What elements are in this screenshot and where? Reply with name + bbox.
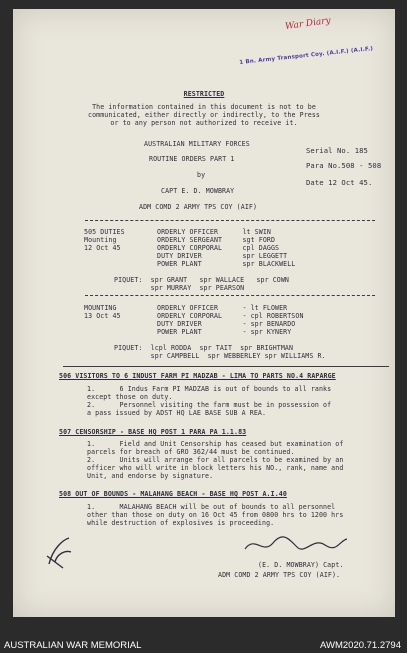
footer-accession-number: AWM2020.71.2794 [320, 640, 401, 651]
para-range: Para No.508 - 508 [306, 161, 382, 170]
footer-institution: AUSTRALIAN WAR MEMORIAL [4, 640, 142, 651]
author-name: CAPT E. D. MOWBRAY [161, 187, 235, 195]
warning-line-2: communicated, either directly or indirectly, to the Press [88, 111, 320, 119]
mounting-13-duties: ORDERLY OFFICER - lt FLOWER ORDERLY CORPORAL - cpl ROBERTSON DUTY DRIVER - spr BENARDO POWER PLANT - spr KYNERY [157, 304, 304, 336]
section-507-body: 1. Field and Unit Censorship has ceased but examination of parcels for breach of GRO 362/44 must be continued. 2. Units will arrange for all parcels to be examined by an officer who will write in block letters his NO., rank, name and Unit, and endorse by signature. [87, 440, 344, 480]
section-508-body: 1. MALAHANG BEACH will be out of bounds to all personnel other than those on duty on 16 Oct 45 from 0800 hrs to 1200 hrs while destruction of explosives is proceeding. [87, 503, 344, 527]
section-505-piquet: PIQUET: spr GRANT spr WALLACE spr COWN spr MURRAY spr PEARSON [114, 276, 289, 292]
section-506-body: 1. 6 Indus Farm PI MADZAB is out of bounds to all ranks except those on duty. 2. Personnel visiting the farm must be in possession of a pass issued by ADST HQ LAE BASE SUB A REA. [87, 385, 332, 417]
signature [241, 531, 351, 559]
divider [85, 295, 375, 296]
classification: RESTRICTED [183, 90, 225, 98]
signatory-unit: ADM COMD 2 ARMY TPS COY (AIF). [218, 571, 341, 579]
section-506-heading: 506 VISITORS TO 6 INDUST FARM PI MADZAB - LIMA TO PARTS NO.4 RAPARGE [59, 372, 336, 380]
handwritten-note: War Diary [284, 15, 332, 33]
section-505-duties: ORDERLY OFFICER lt SWIN ORDERLY SERGEANT sgt FORD ORDERLY CORPORAL cpl DAGGS DUTY DRIVER spr LEGGETT POWER PLANT spr BLACKWELL [157, 228, 296, 268]
warning-line-3: or to any person not authorized to receive it. [110, 119, 298, 127]
section-508-heading: 508 OUT OF BOUNDS - MALAHANG BEACH - BASE HQ POST A.I.40 [59, 490, 287, 498]
mounting-13-heading: MOUNTING 13 Oct 45 [84, 304, 121, 320]
section-507-heading: 507 CENSORSHIP - BASE HQ POST 1 PARA PA 1.1.83 [59, 428, 247, 436]
warning-line-1: The information contained in this document is not to be [92, 103, 316, 111]
by-label: by [197, 171, 206, 179]
section-505-heading: 505 DUTIES Mounting 12 Oct 45 [84, 228, 125, 252]
force-heading: AUSTRALIAN MILITARY FORCES [144, 140, 250, 148]
unit-stamp: 1 Bn. Army Transport Coy. (A.I.F.) (A.I.F.) [239, 45, 374, 67]
divider [85, 220, 375, 221]
orders-title: ROUTINE ORDERS PART 1 [149, 155, 235, 163]
archive-footer [0, 617, 407, 653]
unit-name: ADM COMD 2 ARMY TPS COY (AIF) [139, 203, 258, 211]
initials-mark [43, 534, 77, 570]
document-page [13, 9, 395, 617]
order-date: Date 12 Oct 45. [306, 178, 373, 187]
signatory-name: (E. D. MOWBRAY) Capt. [258, 561, 344, 569]
mounting-13-piquet: PIQUET: lcpl RODDA spr TAIT spr BRIGHTMAN spr CAMPBELL spr WEBBERLEY spr WILLIAMS R. [114, 344, 326, 360]
serial-number: Serial No. 185 [306, 146, 368, 155]
divider [63, 366, 389, 367]
